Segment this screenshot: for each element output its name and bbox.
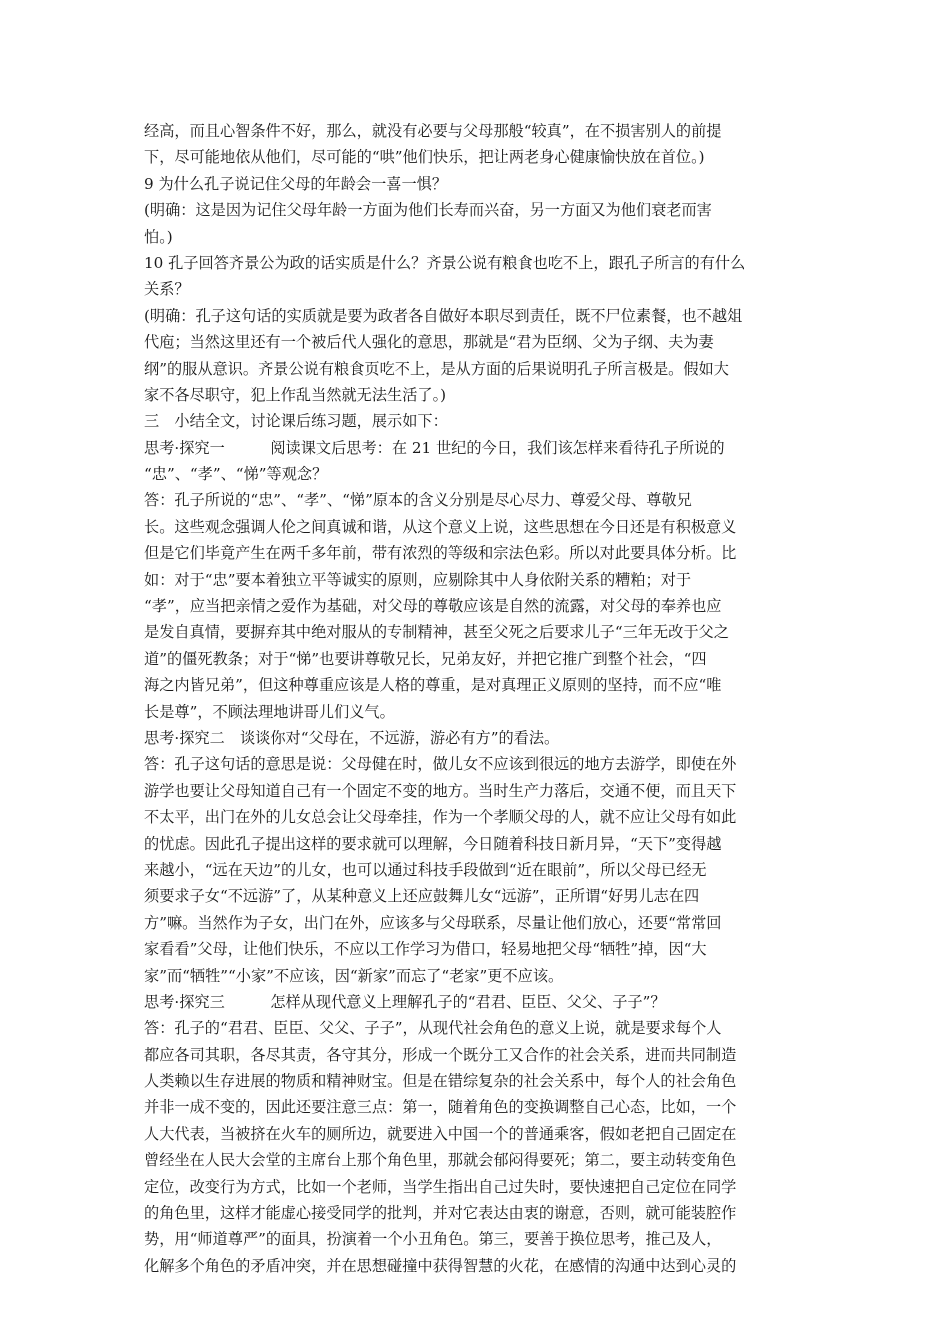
text-line: 但是它们毕竟产生在两千多年前，带有浓烈的等级和宗法色彩。所以对此要具体分析。比 (144, 544, 737, 563)
text-line: 曾经坐在人民大会堂的主席台上那个角色里，那就会郁闷得要死；第二，要主动转变角色 (144, 1151, 737, 1170)
text-line: 家看看”父母，让他们快乐，不应以工作学习为借口，轻易地把父母“牺牲”掉，因“大 (144, 940, 707, 959)
document-body-text (144, 118, 808, 1279)
text-line: 下，尽可能地依从他们，尽可能的“哄”他们快乐，把让两老身心健康愉快放在首位。) (144, 148, 705, 167)
text-line: 是发自真情，要摒弃其中绝对服从的专制精神，甚至父死之后要求儿子“三年无改于父之 (144, 623, 729, 642)
text-line: 的忧虑。因此孔子提出这样的要求就可以理解，今日随着科技日新月异，“天下”变得越 (144, 834, 722, 853)
text-line: 长是尊”，不顾法理地讲哥儿们义气。 (144, 702, 395, 721)
text-line: 海之内皆兄弟”，但这种尊重应该是人格的尊重，是对真理正义原则的坚持，而不应“唯 (144, 676, 722, 695)
text-line: 思考·探究三 怎样从现代意义上理解孔子的“君君、臣臣、父父、子子”？ (144, 992, 666, 1011)
text-line: 如：对于“忠”要本着独立平等诚实的原则，应剔除其中人身依附关系的糟粕；对于 (144, 570, 692, 589)
text-line: 的角色里，这样才能虚心接受同学的批判，并对它表达由衷的谢意，否则，就可能装腔作 (144, 1204, 737, 1223)
text-line: 三 小结全文，讨论课后练习题，展示如下： (144, 412, 448, 431)
text-line: 势，用“师道尊严”的面具，扮演着一个小丑角色。第三，要善于换位思考，推己及人， (144, 1230, 722, 1249)
text-line: “孝”，应当把亲情之爱作为基础，对父母的尊敬应该是自然的流露，对父母的奉养也应 (144, 597, 722, 616)
text-line: 代庖；当然这里还有一个被后代人强化的意思，那就是“君为臣纲、父为子纲、夫为妻 (144, 333, 714, 352)
text-line: 来越小，“远在天边”的儿女，也可以通过科技手段做到“近在眼前”，所以父母已经无 (144, 860, 707, 879)
text-line: 经高，而且心智条件不好，那么，就没有必要与父母那般“较真”，在不损害别人的前提 (144, 122, 722, 140)
text-line: (明确：孔子这句话的实质就是要为政者各自做好本职尽到责任，既不尸位素餐，也不越俎 (144, 306, 743, 325)
text-line: 都应各司其职，各尽其责，各守其分，形成一个既分工又合作的社会关系，进而共同制造 (144, 1045, 737, 1064)
text-line: (明确：这是因为记住父母年龄一方面为他们长寿而兴奋，另一方面又为他们衰老而害 (144, 201, 712, 220)
text-line: 长。这些观念强调人伦之间真诚和谐，从这个意义上说，这些思想在今日还是有积极意义 (144, 517, 737, 536)
text-line: 纲”的服从意识。齐景公说有粮食页吃不上，是从方面的后果说明孔子所言极是。假如大 (144, 359, 729, 378)
text-line: 答：孔子的“君君、臣臣、父父、子子”，从现代社会角色的意义上说，就是要求每个人 (144, 1019, 722, 1038)
text-line: 须要求子女“不远游”了，从某种意义上还应鼓舞儿女“远游”，正所谓“好男儿志在四 (144, 887, 700, 906)
text-line: 化解多个角色的矛盾冲突，并在思想碰撞中获得智慧的火花，在感情的沟通中达到心灵的 (144, 1256, 737, 1275)
text-line: 家不各尽职守，犯上作乱当然就无法生活了。) (144, 385, 447, 404)
text-line: 人类赖以生存进展的物质和精神财宝。但是在错综复杂的社会关系中，每个人的社会角色 (144, 1072, 737, 1091)
text-line: 答：孔子这句话的意思是说：父母健在时，做儿女不应该到很远的地方去游学，即使在外 (144, 755, 737, 774)
text-line: 10 孔子回答齐景公为政的话实质是什么？齐景公说有粮食也吃不上，跟孔子所言的有什么 (144, 253, 746, 272)
text-line: 并非一成不变的，因此还要注意三点：第一，随着角色的变换调整自己心态，比如，一个 (144, 1098, 737, 1117)
text-line: “忠”、“孝”、“悌”等观念？ (144, 465, 328, 484)
text-line: 答：孔子所说的“忠”、“孝”、“悌”原本的含义分别是尽心尽力、尊爱父母、尊敬兄 (144, 491, 692, 510)
text-line: 怕。) (144, 227, 173, 246)
text-line: 关系？ (144, 280, 190, 299)
text-line: 家”而“牺牲”“小家”不应该，因“新家”而忘了“老家”更不应该。 (144, 966, 564, 985)
text-line: 道”的僵死教条；对于“悌”也要讲尊敬兄长，兄弟友好，并把它推广到整个社会，“四 (144, 649, 707, 668)
text-line: 思考·探究一 阅读课文后思考：在 21 世纪的今日，我们该怎样来看待孔子所说的 (144, 438, 725, 457)
text-line: 不太平，出门在外的儿女总会让父母牵挂，作为一个孝顺父母的人，就不应让父母有如此 (144, 808, 737, 827)
text-line: 定位，改变行为方式，比如一个老师，当学生指出自己过失时，要快速把自己定位在同学 (144, 1177, 737, 1196)
text-line: 游学也要让父母知道自己有一个固定不变的地方。当时生产力落后，交通不便，而且天下 (144, 781, 737, 800)
text-line: 方”嘛。当然作为子女，出门在外，应该多与父母联系，尽量让他们放心，还要“常常回 (144, 913, 722, 932)
text-line: 9 为什么孔子说记住父母的年龄会一喜一惧？ (144, 174, 448, 193)
text-line: 人大代表，当被挤在火车的厕所边，就要进入中国一个的普通乘客，假如老把自己固定在 (144, 1124, 737, 1143)
text-line: 思考·探究二 谈谈你对“父母在，不远游，游必有方”的看法。 (144, 728, 560, 747)
